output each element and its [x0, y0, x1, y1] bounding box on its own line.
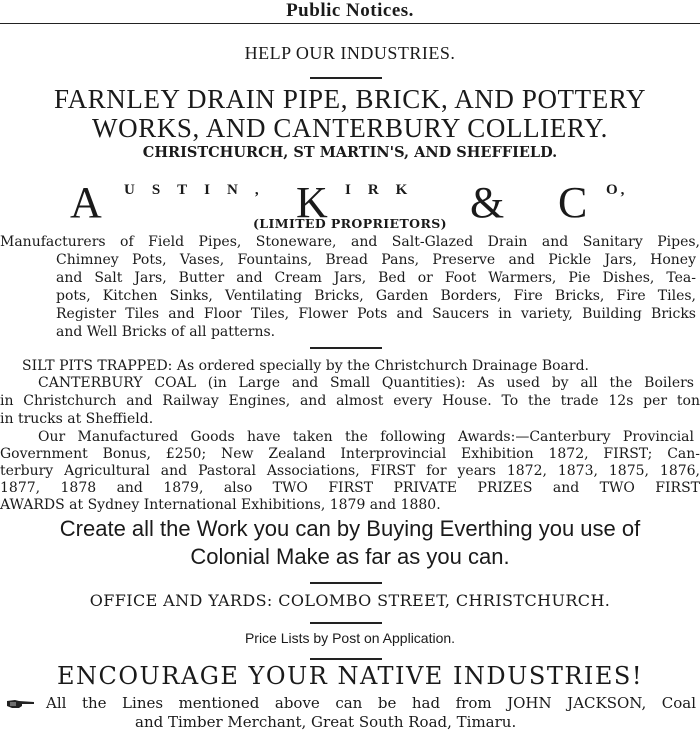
header-rule: [0, 23, 700, 24]
divider: [310, 347, 382, 349]
company-initial-k: K: [296, 178, 328, 227]
paragraph-line: in trucks at Sheffield.: [0, 411, 154, 427]
section-header: Public Notices.: [286, 0, 414, 21]
paragraph-line: AWARDS at Sydney International Exhibitions, 1879 and 1880.: [0, 497, 441, 513]
silt-pits-line: SILT PITS TRAPPED: As ordered specially by the Christchurch Drainage Board.: [22, 358, 589, 374]
divider: [310, 77, 382, 79]
works-heading-line1: FARNLEY DRAIN PIPE, BRICK, AND POTTERY: [53, 84, 647, 114]
encourage-heading: ENCOURAGE YOUR NATIVE INDUSTRIES!: [57, 662, 643, 690]
paragraph-line: Government Bonus, £250; New Zealand Interprovincial Exhibition 1872, FIRST; Can-: [0, 446, 700, 462]
proprietors-line: (LIMITED PROPRIETORS): [252, 216, 447, 231]
paragraph-line: pots, Kitchen Sinks, Ventilating Bricks, Garden Borders, Fire Bricks, Fire Tiles,: [56, 288, 696, 304]
office-line: OFFICE AND YARDS: COLOMBO STREET, CHRISTCHURCH.: [89, 591, 611, 610]
price-lists-line: Price Lists by Post on Application.: [244, 630, 456, 646]
paragraph-line: and Well Bricks of all patterns.: [56, 324, 276, 340]
company-o: O,: [606, 182, 628, 198]
company-initial-c: C: [558, 178, 588, 227]
company-ustin: USTIN,: [124, 182, 276, 198]
agent-line2: and Timber Merchant, Great South Road, Timaru.: [135, 713, 517, 731]
divider: [310, 622, 382, 624]
paragraph-line: 1877, 1878 and 1879, also TWO FIRST PRIVATE PRIZES and TWO FIRST: [0, 480, 700, 496]
company-initial-a: A: [70, 178, 102, 227]
slogan-line2: Colonial Make as far as you can.: [190, 544, 510, 569]
paragraph-line: Manufacturers of Field Pipes, Stoneware, and Salt-Glazed Drain and Sanitary Pipes,: [0, 234, 700, 250]
company-irk: IRK: [345, 182, 425, 198]
paragraph-line: and Salt Jars, Butter and Cream Jars, Bed or Foot Warmers, Pie Dishes, Tea-: [56, 270, 696, 286]
divider: [310, 658, 382, 660]
paragraph-line: Our Manufactured Goods have taken the following Awards:—Canterbury Provincial: [38, 429, 694, 445]
paragraph-line: in Christchurch and Railway Engines, and almost every House. To the trade 12s per ton: [0, 393, 700, 409]
agent-line1: All the Lines mentioned above can be had from JOHN JACKSON, Coal: [46, 694, 696, 712]
paragraph-line: terbury Agricultural and Pastoral Associations, FIRST for years 1872, 1873, 1875, 1876,: [0, 463, 700, 479]
paragraph-line: Register Tiles and Floor Tiles, Flower Pots and Saucers in variety, Building Bricks: [56, 306, 696, 322]
pointing-hand-icon: [6, 698, 36, 710]
kicker-heading: HELP OUR INDUSTRIES.: [244, 43, 456, 63]
company-ampersand: &: [470, 178, 505, 227]
divider: [310, 582, 382, 584]
paragraph-line: CANTERBURY COAL (in Large and Small Quantities): As used by all the Boilers: [38, 375, 694, 391]
locations-line: CHRISTCHURCH, ST MARTIN'S, AND SHEFFIELD.: [142, 144, 558, 161]
works-heading-line2: WORKS, AND CANTERBURY COLLIERY.: [92, 113, 608, 143]
paragraph-line: Chimney Pots, Vases, Fountains, Bread Pans, Preserve and Pickle Jars, Honey: [56, 252, 696, 268]
slogan-line1: Create all the Work you can by Buying Everthing you use of: [59, 516, 641, 541]
